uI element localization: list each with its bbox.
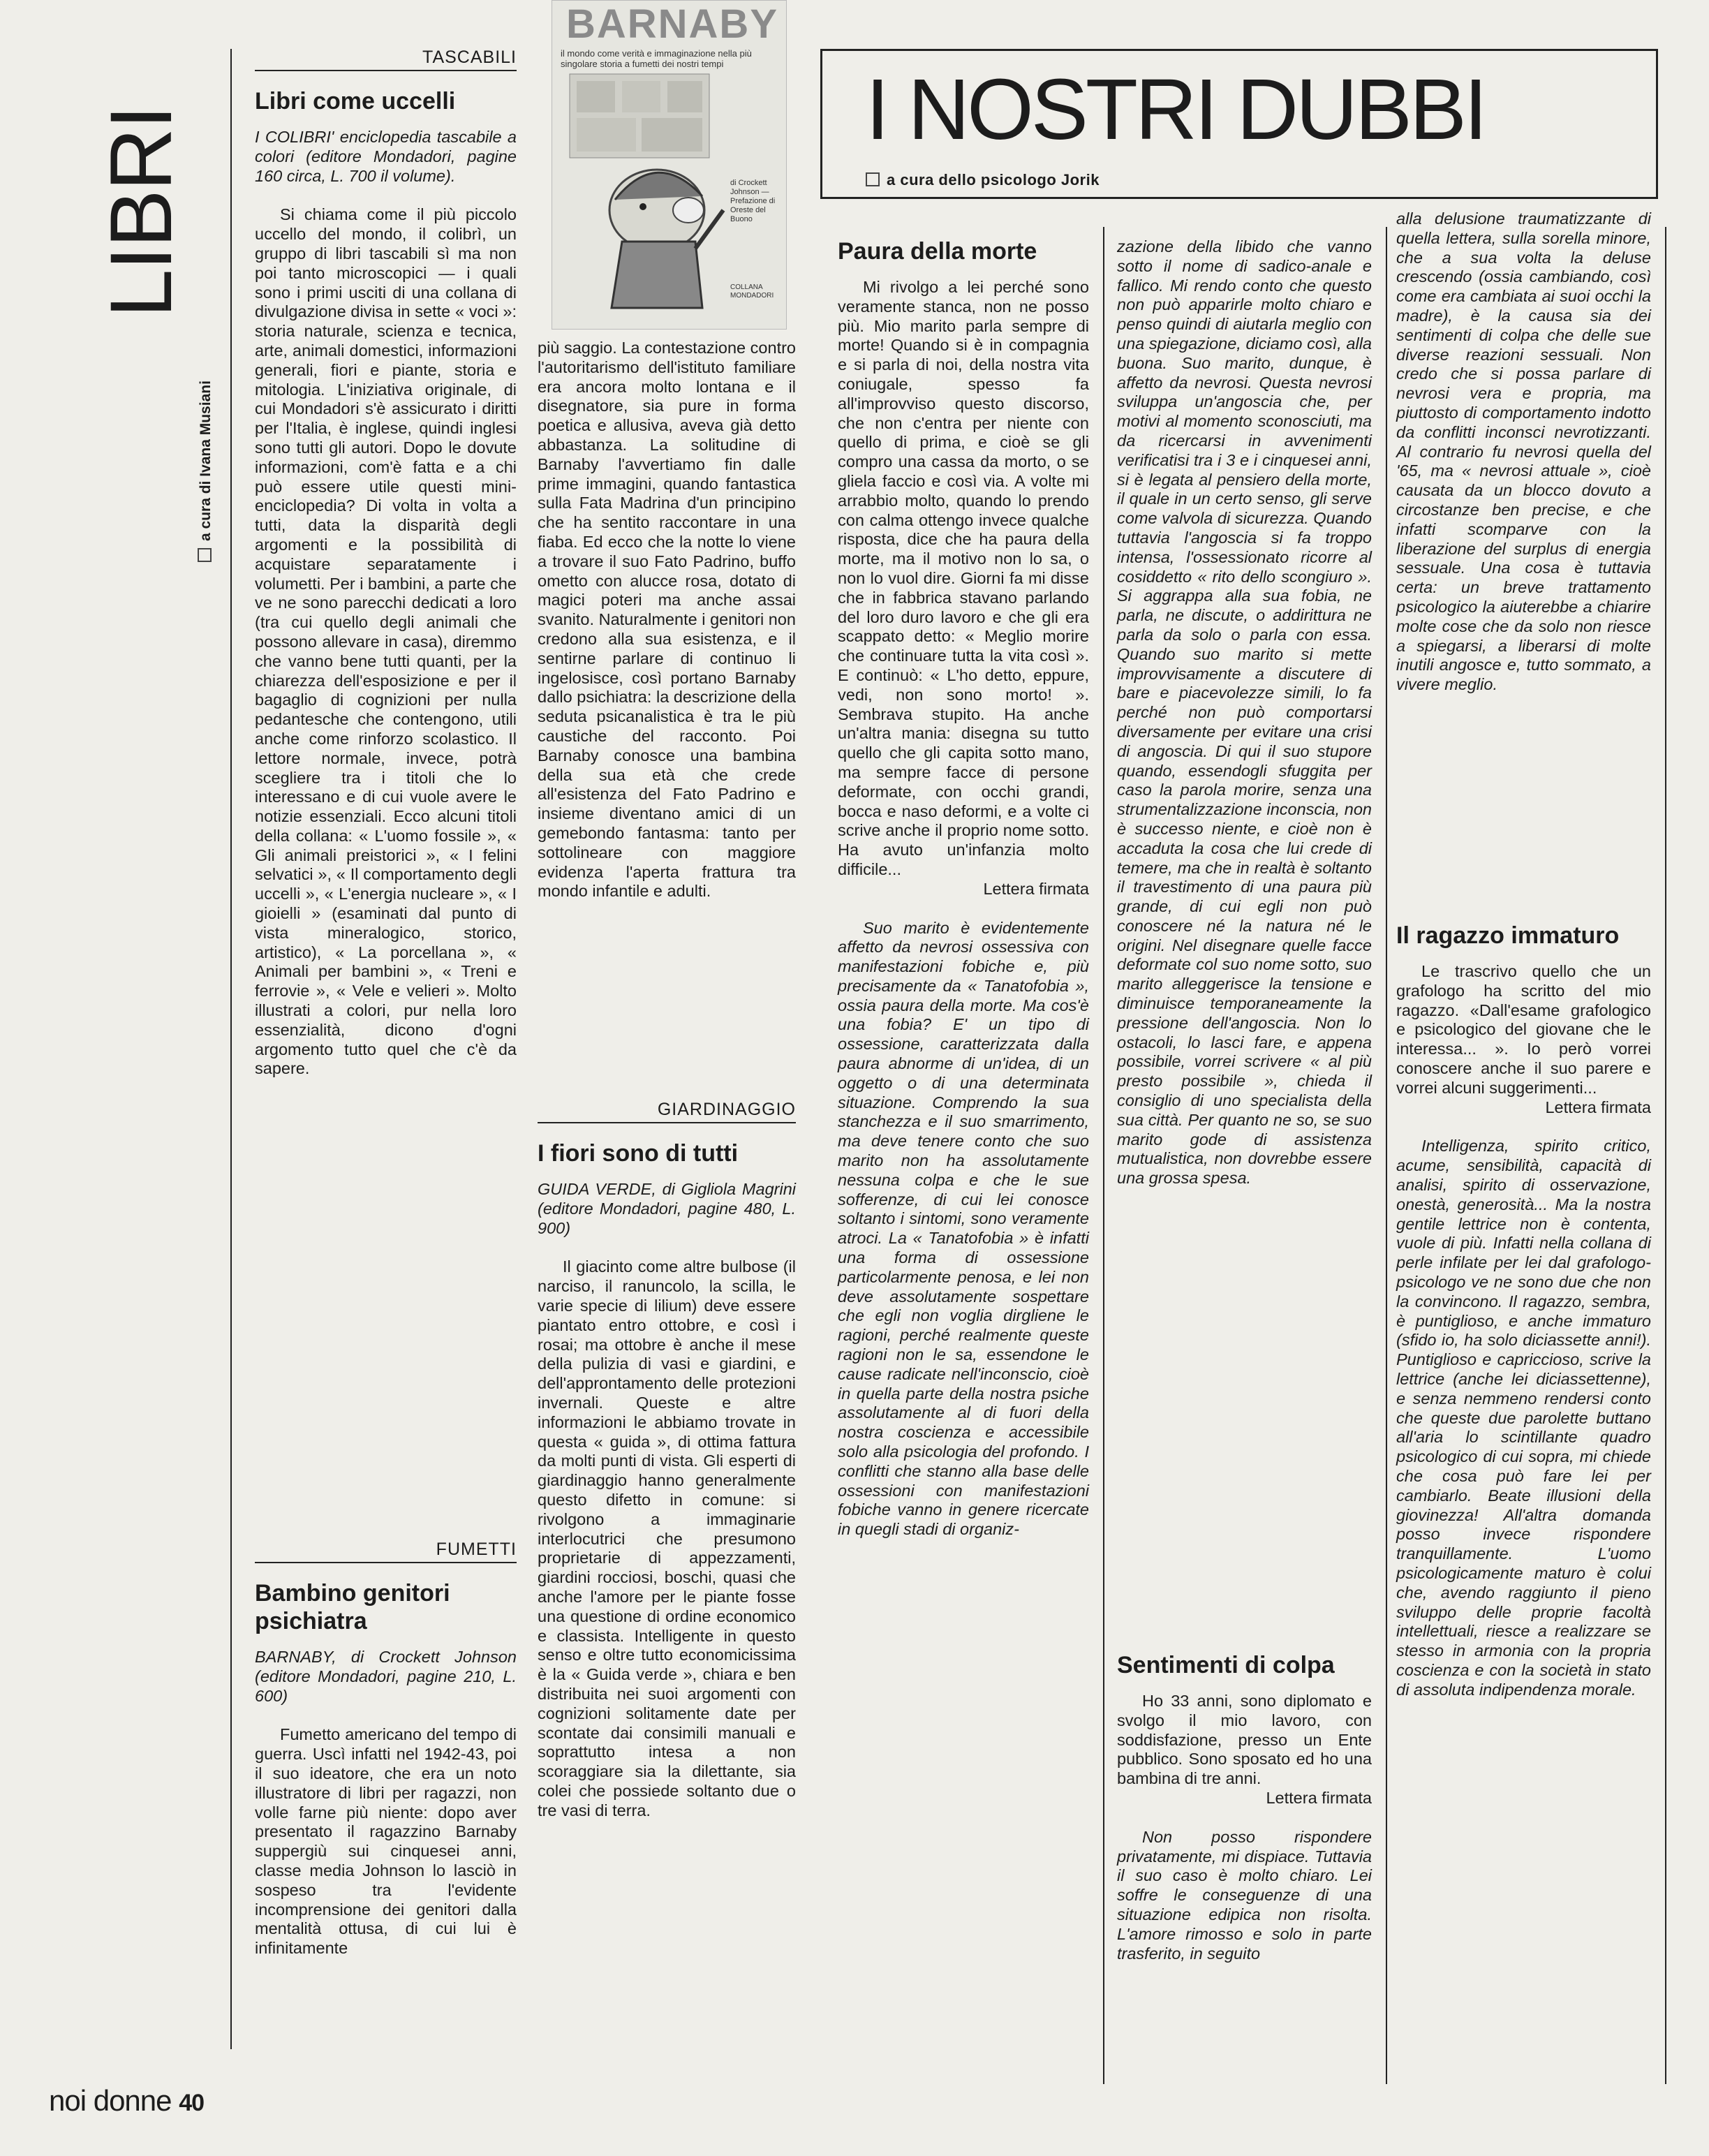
section-rule-fumetti <box>255 1562 517 1563</box>
book-info-fumetti: BARNABY, di Crockett Johnson (editore Mondadori, pagine 210, L. 600) <box>255 1648 517 1705</box>
right-edge-rule <box>1665 227 1666 2084</box>
column-paura <box>838 237 1089 1540</box>
answer-paura: Suo marito è evidentemente affetto da nevrosi ossessiva con manifestazioni fobiche e, più precisamente da « Tanatofobia », ossia paura della morte. Ma cos'è una fobia? E' un tipo di ossessione, caratterizzata dalla paura abnorme di un'idea, di un oggetto o di una determinata situazione. Comprendo la sua stanchezza e il suo smarrimento, ma deve tenere conto che suo marito non ha assolutamente nessuna colpa e che le sue sofferenze, di cui lei conosce soltanto i sintomi, sono veramente atroci. La « Tanatofobia » è infatti una forma di ossessione particolarmente penosa, e lei non deve assolutamente sospettare che egli non voglia dirgliene le ragioni, perché realmente queste ragioni non le sa, essendone le cause radicate nell'inconscio, cioè in quella parte della nostra psiche assolutamente al di fuori della nostra coscienza e accessibile solo alla psicologia del profondo. I conflitti che stanno alla base delle ossessioni con manifestazioni fobiche vanno in genere ricercate in quegli stadi di organiz- <box>838 918 1089 1539</box>
section-label-fumetti: FUMETTI <box>436 1540 517 1559</box>
column-rule-2 <box>1386 227 1387 2084</box>
signature-ragazzo: Lettera firmata <box>1545 1098 1651 1116</box>
section-rule-giardinaggio <box>538 1122 796 1123</box>
barnaby-comic-illustration <box>552 1 786 329</box>
barnaby-book-cover <box>552 0 787 330</box>
article-title-giardinaggio: I fiori sono di tutti <box>538 1140 739 1167</box>
answer-ragazzo: Intelligenza, spirito critico, acume, sensibilità, capacità di analisi, spirito di osservazione, onestà, generosità... Ma la nostra gentile lettrice non è contenta, vuole di più. Infatti nella collana di perle infilate per lei dal grafologo-psicologo ve ne sono due che non la convincono. Il ragazzo, sembra, è puntiglioso, e anche immaturo (sfido io, ha solo diciassette anni!). Puntiglioso e capriccioso, scrive la lettrice (anche lei diciassettenne), e senza nemmeno rendersi conto che queste due parolette buttano all'aria lo scintillante quadro psicologico di cui sopra, mi chiede che cosa può fare lei per cambiarlo. Beate illusioni della giovinezza! All'altra domanda posso invece rispondere tranquillamente. L'uomo psicologicamente maturo è colui che, avendo raggiunto il pieno sviluppo delle proprie facoltà intellettuali, riesce a realizzare se stesso in armonia con la propria coscienza e con la società in stato di assoluta indipendenza morale. <box>1396 1137 1651 1699</box>
article-body-fumetti-continued: più saggio. La contestazione contro l'autoritarismo dell'istituto familiare era ancora molto lontana e il disegnatore, sia pure in forma poetica e allusiva, aveva già detto abbastanza. La solitudine di Barnaby l'avvertiamo fin dalle prime immagini, quando fantastica sulla Fata Madrina d'un principino che ha sentito raccontare in una fiaba. Ed ecco che la notte lo viene a trovare il suo Fato Padrino, buffo ometto con alucce rosa, dotato di magici poteri ma anche assai svanito. Naturalmente i genitori non credono alla sua esistenza, e il sentirne parlare di continuo li ingelosisce, così portano Barnaby dallo psichiatra: la descrizione della seduta psicanalistica è tra le più caustiche del racconto. Poi Barnaby conosce una bambina della sua età che crede all'esistenza del Fato Padrino e insieme diventano amici di un gemebondo fantasma: tanto per sottolineare con maggiore evidenza l'aperta frattura tra mondo infantile e adulti. <box>538 339 796 901</box>
answer-sentimenti: Non posso rispondere privatamente, mi dispiace. Tuttavia il suo caso è molto chiaro. Lei soffre le conseguenze di una situazione edipica non risolta. L'amore rimosso e solo in parte trasferito, in seguito <box>1117 1827 1372 1963</box>
column-ragazzo <box>1396 922 1651 1699</box>
column-sentimenti-continued <box>1396 209 1651 695</box>
letter-sentimenti: Ho 33 anni, sono diplomato e svolgo il mio lavoro, con soddisfazione, presso un Ente pubblico. Sono sposato ed ho una bambina di tre anni. <box>1117 1692 1372 1788</box>
column-paura-continued <box>1117 237 1372 1188</box>
letter-ragazzo: Le trascrivo quello che un grafologo ha scritto del mio ragazzo. «Dall'esame grafologico e psicologico del giovane che le interessa... ». Io però vorrei conoscere anche il suo parere e vorrei alcuni suggerimenti... <box>1396 962 1651 1097</box>
article-title-tascabili: Libri come uccelli <box>255 88 456 115</box>
signature-paura: Lettera firmata <box>983 879 1089 898</box>
answer-paura-continued: zazione della libido che vanno sotto il nome di sadico-anale e fallico. Mi rendo conto che questo non può apparirle molto chiaro e penso quindi di aiutarla meglio con una spiegazione, diciamo così, alla buona. Suo marito, dunque, è affetto da nevrosi. Questa nevrosi sviluppa un'angoscia che, per motivi al momento sconosciuti, ma da ricercarsi in avvenimenti verificatisi tra i 3 e i cinquesei anni, si è legata al pensiero della morte, il quale in un certo senso, gli serve come valvola di sicurezza. Quando tuttavia l'angoscia si fa troppo intensa, l'ossessionato ricorre al cosiddetto « rito dello scongiuro ». Si aggrappa alla sua fobia, ne parla, ne discute, o addirittura ne parla da solo o parla con essa. Quando suo marito si mette improvvisamente a discutere di bare e piacevolezze simili, lo fa perché non può comportarsi diversamente per evitare una crisi di angoscia. Di qui il suo stupore quando, essendogli sfuggita per caso la parola morire, senza una strumentalizzazione inconscia, non è successo niente, e cioè non è accaduta la cosa che lui crede di temere, ma che in realtà è soltanto il travestimento di una paura più grande, di cui egli non può conoscere né la natura né le origini. Nel disegnare quelle facce deformate col suo nome sotto, suo marito alleggerisce la tensione e diminuisce temporaneamente la pressione dell'angoscia. Non lo ostacoli, lo lasci fare, e appena possibile, vorrei scrivere « al più presto possibile », chieda il consiglio di uno specialista della sua città. Per quanto ne so, se suo marito gode di assistenza mutualistica, non dovrebbe essere una grossa spesa. <box>1117 237 1372 1188</box>
barnaby-cover-title: BARNABY <box>566 1 778 47</box>
libri-vertical-title: LIBRI <box>93 106 190 318</box>
article-title-paura: Paura della morte <box>838 238 1037 265</box>
article-title-ragazzo: Il ragazzo immaturo <box>1396 922 1620 949</box>
article-body-tascabili: Si chiama come il più piccolo uccello del mondo, il colibrì, un gruppo di libri tascabili sì ma non poi tanto microscopici — i quali sono i primi usciti di una collana di divulgazione divisa in sette « voci »: storia naturale, scienza e tecnica, arte, animali domestici, informazioni generali, fiori e piante, storia e mitologia. L'iniziativa originale, di cui Mondadori s'è assicurato i diritti per l'Italia, è inglese, quindi inglesi sono tutti gli autori. Dopo le dovute informazioni, com'è fatta e a chi può essere utile questi mini-enciclopedia? Di volta in volta a tutti, data la disparità degli argomenti e la possibilità di acquistare separatamente i volumetti. Per i bambini, a parte che ve ne sono parecchi dedicati a loro (tra cui quello degli animali che possono allevare in casa), diremmo che vanno bene tutti quanti, per la chiarezza dell'esposizione e per il bagaglio di cognizioni per nulla pedantesche che contengono, utili anche come rinforzo scolastico. Il lettore normale, invece, potrà scegliere tra i titoli che lo interessano e di cui vuole avere le notizie essenziali. Ecco alcuni titoli della collana: « L'uomo fossile », « Gli animali preistorici », « I felini selvatici », « Il comportamento degli uccelli », « L'energia nucleare », « I gioielli » (esaminati dal punto di vista mineralogico, storico, artistico), « La porcellana », « Animali per bambini », « Treni e ferrovie », « Vele e velieri ». Molto illustrati a colori, pur nella loro essenzialità, dicono d'ogni argomento tutto quel che c'è da sapere. <box>255 205 517 1078</box>
book-info-tascabili: I COLIBRI' enciclopedia tascabile a colori (editore Mondadori, pagine 160 circa, L. 700 il volume). <box>255 128 517 185</box>
section-label-tascabili: TASCABILI <box>422 47 517 67</box>
column-tascabili <box>255 87 517 1079</box>
libri-vertical-rule <box>230 49 232 2049</box>
libri-byline: a cura di Ivana Musiani <box>198 381 214 562</box>
answer-sentimenti-continued: alla delusione traumatizzante di quella lettera, sulla sorella minore, che a sua volta la deluse crescendo (ossia cambiando, così come era cambiata ai suoi occhi la madre), è la causa sia dei sentimenti di colpa che delle sue diverse reazioni sessuali. Non credo che si possa parlare di nevrosi vera e propria, ma piuttosto di comportamento indotto da conflitti inconsci nevrotizzanti. Al contrario fu nevrosi quella del '65, ma « nevrosi attuale », cioè causata da un blocco dovuto a circostanze ben precise, e che infatti scomparve con la liberazione del surplus di energia sessuale. Una cosa è tuttavia certa: un breve trattamento psicologico la aiuterebbe a chiarire molte cose che da solo non riesce a spiegarsi, a liberarsi di molte inutili angosce e, tutto sommato, a vivere meglio. <box>1396 209 1651 694</box>
column-fumetti-continued <box>538 339 796 901</box>
checkbox-square-icon <box>866 172 880 186</box>
checkbox-square-icon <box>198 548 212 562</box>
column-rule-1 <box>1103 227 1104 2084</box>
page-number: 40 <box>179 2090 205 2116</box>
magazine-name: noi donne <box>49 2084 172 2117</box>
letter-paura: Mi rivolgo a lei perché sono veramente stanca, non ne posso più. Mio marito parla sempre di morte! Quando si è in compagnia e si parla di noi, della nostra vita coniugale, spesso fa all'improvviso questo discorso, che non c'entra per niente con quello di prima, e cioè se gli compro una cassa da morto, o se gliela faccio e così via. A volte mi arrabbio molto, quando lo prendo con calma ottengo invece qualche risposta, dice che ha paura della morte, ma il motivo non lo sa, o non lo vuol dire. Giorni fa mi disse che in fabbrica stavano parlando del loro duro lavoro e che gli era scappato detto: « Meglio morire che continuare tutta la vita così ». E continuò: « L'ho detto, eppure, vedi, non sono morto! ». Sembrava stupito. Ha anche un'altra mania: disegna su tutto quello che gli capita sotto mano, ma sempre facce di persone deformate, con occhi grandi, bocca e naso deformi, e a volte ci scrive anche il proprio nome sotto. Ha avuto un'infanzia molto difficile... <box>838 278 1089 878</box>
signature-sentimenti: Lettera firmata <box>1266 1788 1372 1807</box>
column-giardinaggio <box>538 1139 796 1821</box>
article-body-giardinaggio: Il giacinto come altre bulbose (il narciso, il ranuncolo, la scilla, le varie specie di lilium) deve essere piantato entro ottobre, e così i rosai; ma ottobre è anche il mese della pulizia di vasi e giardini, e dell'approntamento delle protezioni invernali. Queste e altre informazioni le abbiamo trovate in questa « guida », di ottima fattura da molti punti di vista. Gli esperti di giardinaggio hanno generalmente questo difetto in comune: si rivolgono a immaginarie interlocutrici che presumono proprietarie di appezzamenti, giardini rocciosi, boschi, quasi che anche l'amore per le piante fosse una questione di ordine economico e classista. Intelligente in questo senso e oltre tutto economicissima è la « Guida verde », chiara e ben distribuita nei suoi argomenti con cognizioni solitamente date per scontate dai consimili manuali e soprattutto intesa a non scoraggiare sia la dilettante, sia colei che possiede soltanto due o tre vasi di terra. <box>538 1257 796 1819</box>
article-title-fumetti: Bambino genitori psichiatra <box>255 1580 450 1634</box>
barnaby-cover-tagline: il mondo come verità e immaginazione nella più singolare storia a fumetti dei nostri tempi <box>561 48 752 69</box>
book-info-giardinaggio: GUIDA VERDE, di Gigliola Magrini (editore Mondadori, pagine 480, L. 900) <box>538 1180 796 1237</box>
article-title-sentimenti: Sentimenti di colpa <box>1117 1652 1335 1678</box>
barnaby-cover-credit: di Crockett Johnson — Prefazione di Oreste del Buono <box>730 179 776 223</box>
masthead-subtitle: a cura dello psicologo Jorik <box>866 171 1100 189</box>
column-fumetti <box>255 1579 517 1958</box>
barnaby-cover-series: COLLANA MONDADORI <box>730 283 774 300</box>
masthead-title: I NOSTRI DUBBI <box>866 62 1486 158</box>
page-footer <box>49 2084 204 2118</box>
column-sentimenti <box>1117 1651 1372 1963</box>
article-body-fumetti: Fumetto americano del tempo di guerra. Uscì infatti nel 1942-43, poi il suo ideatore, che era un noto illustratore di libri per ragazzi, non volle farne più niente: dopo aver presentato il ragazzino Barnaby suppergiù sui cinquesei anni, classe media Johnson lo lasciò in sospeso tra l'evidente incomprensione dei genitori dalla mentalità ottusa, di cui lui è infinitamente <box>255 1725 517 1958</box>
section-rule-tascabili <box>255 70 517 71</box>
section-label-giardinaggio: GIARDINAGGIO <box>657 1100 796 1119</box>
